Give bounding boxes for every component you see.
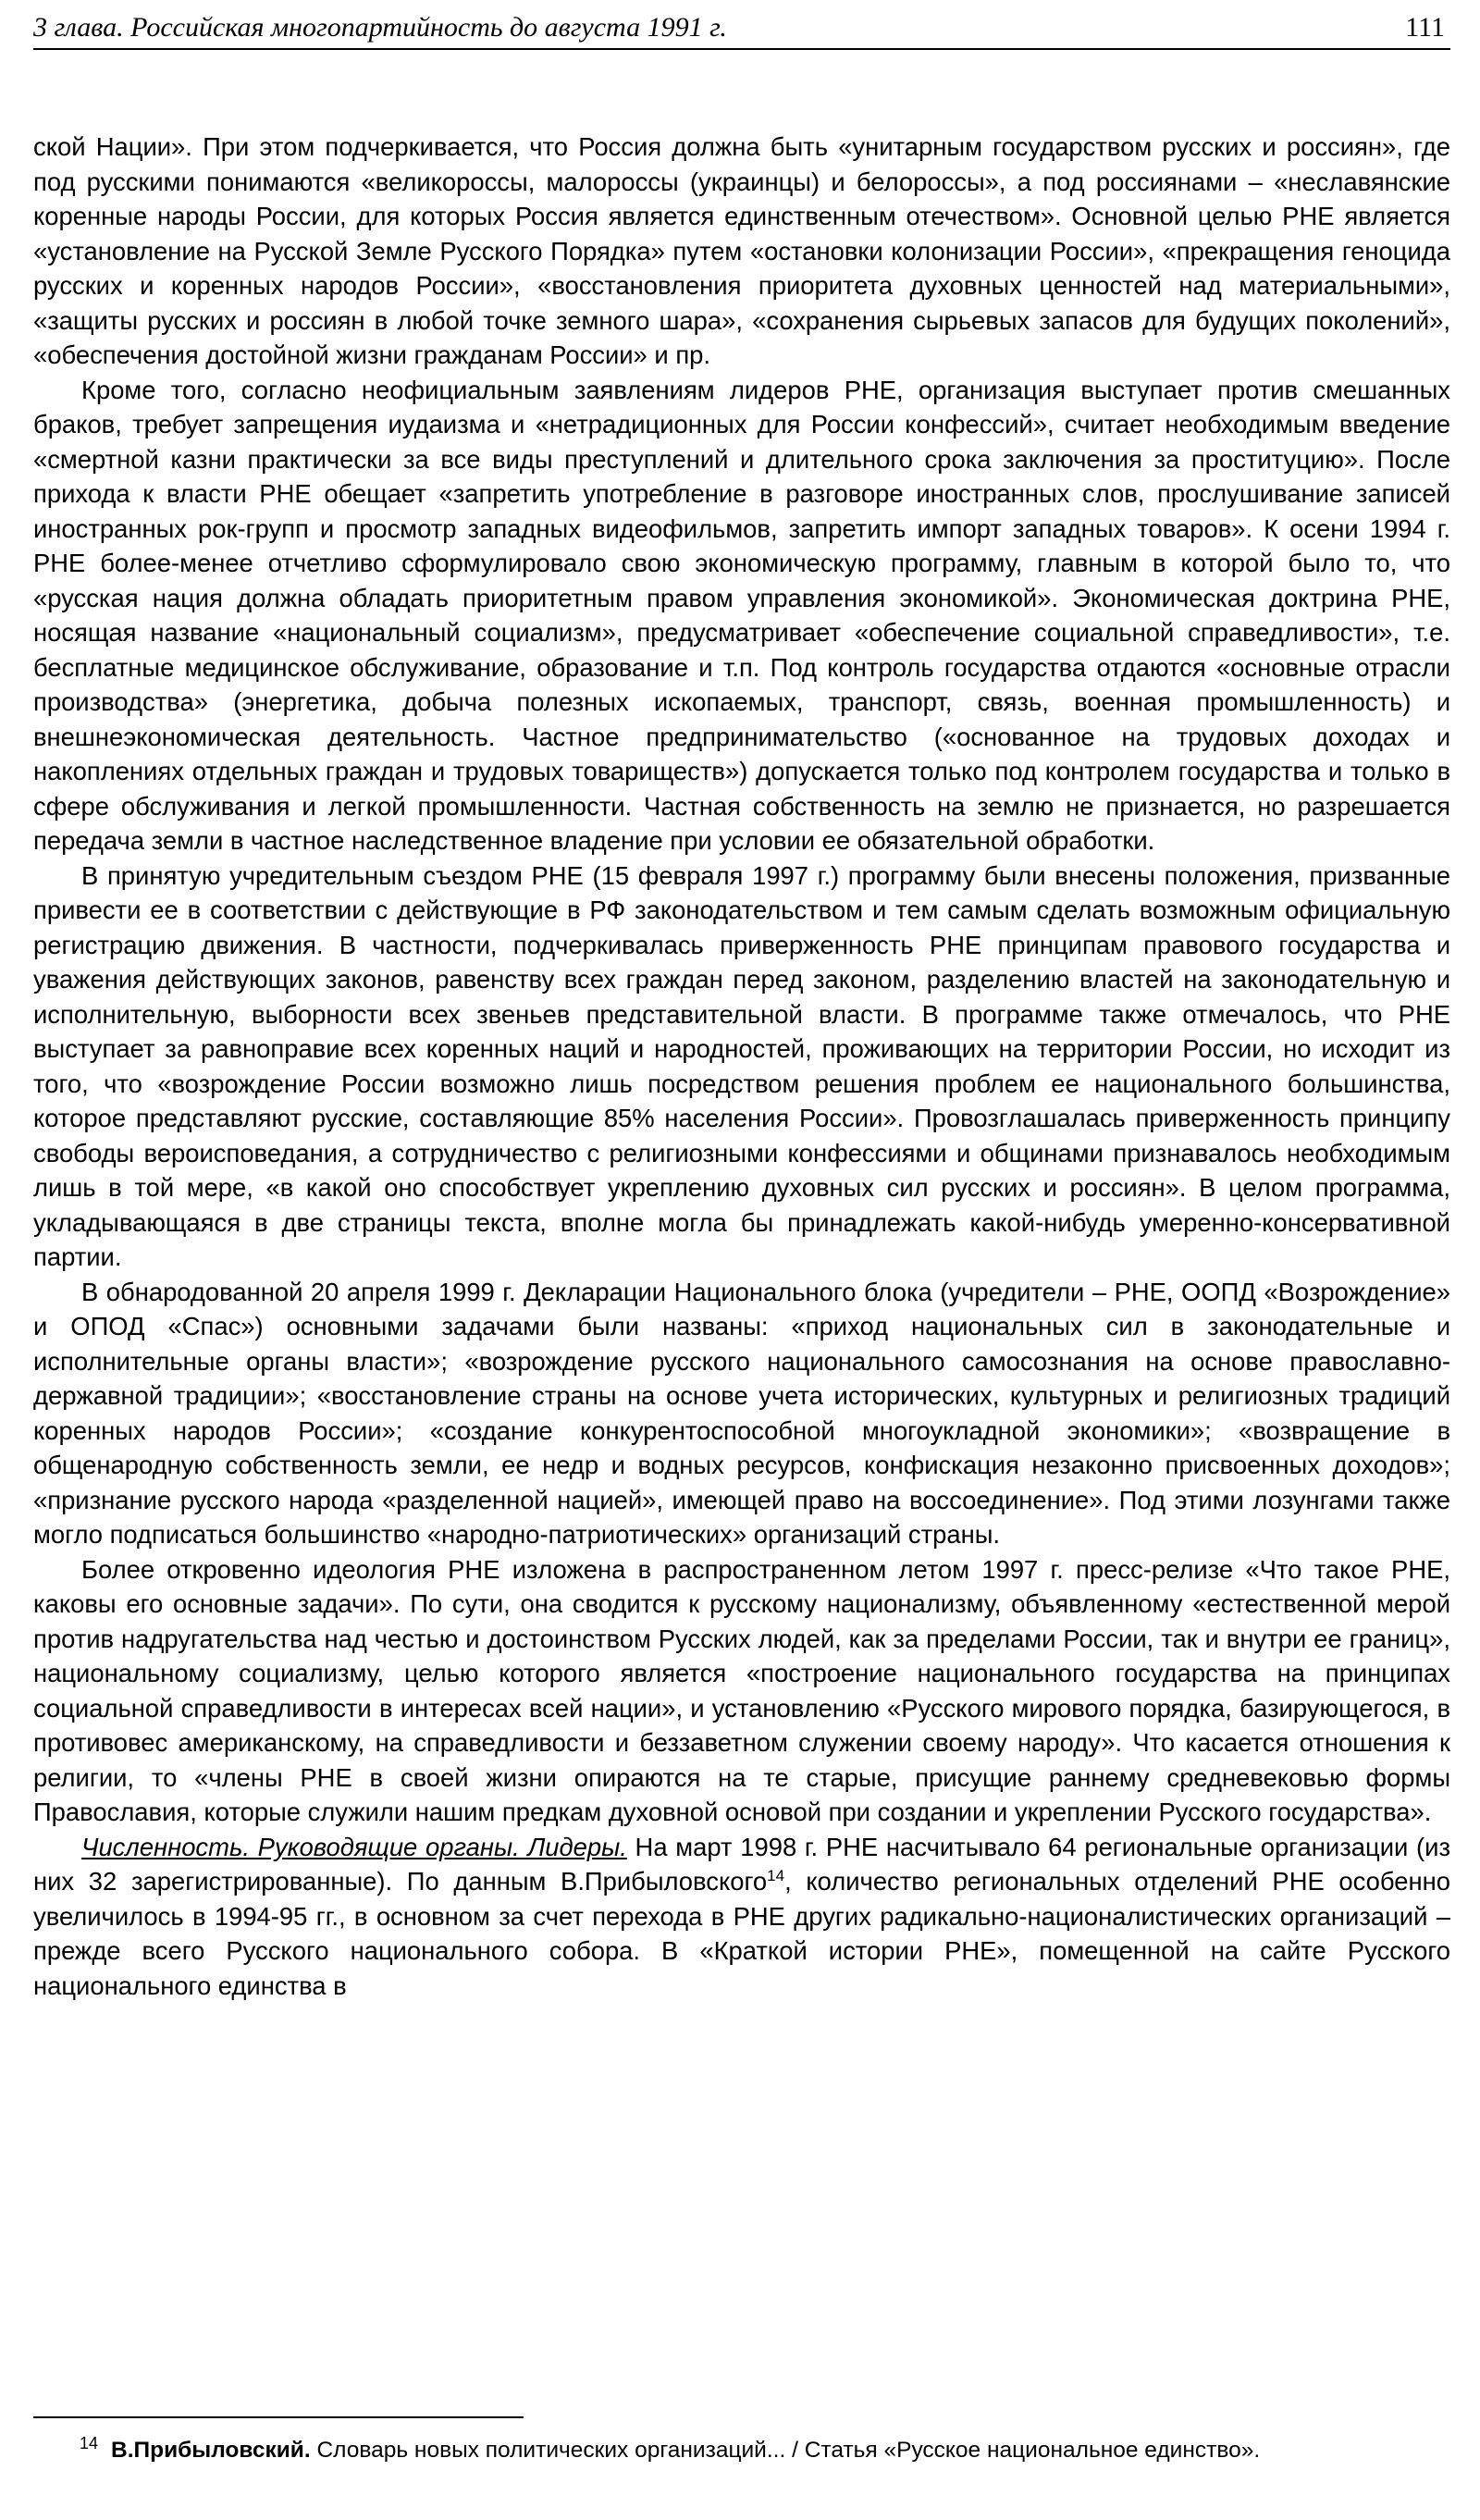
- running-title: 3 глава. Российская многопартийность до августа 1991 г.: [33, 12, 727, 43]
- footnote-mark: [33, 2435, 98, 2466]
- paragraph-3: В принятую учредительным съездом РНЕ (15 февраля 1997 г.) программу были внесены положения, призванные привести ее в соответствии с действующие в РФ законодательством и тем самым сделать возможным официальную регистрацию движения. В частности, подчеркивалась приверженность РНЕ принципам правового государства и уважения действующих законов, равенству всех граждан перед законом, разделению властей на законодательную и исполнительную, выборности всех звеньев представительной власти. В программе также отмечалось, что РНЕ выступает за равноправие всех коренных наций и народностей, проживающих на территории России, но исходит из того, что «возрождение России возможно лишь посредством решения проблем ее национального большинства, которое представляют русские, составляющие 85% населения России». Провозглашалась приверженность принципу свободы вероисповедания, а сотрудничество с религиозными конфессиями и общинами признавалось необходимым лишь в той мере, «в какой оно способствует укреплению духовных сил русских и россиян». В целом программа, укладывающаяся в две страницы текста, вполне могла бы принадлежать какой-нибудь умеренно-консервативной партии.: [33, 860, 1450, 1271]
- paragraph-6: [33, 1830, 1450, 2004]
- body-text: [33, 130, 1450, 2003]
- paragraph-6-text-a: На март 1998 г. РНЕ насчитывало 64 региональные организации (из них 32 зарегистрированные). По данным В.Прибыловского: [33, 1832, 1450, 1896]
- footnote-reference: 14: [767, 1866, 785, 1884]
- paragraph-2: Кроме того, согласно неофициальным заявлениям лидеров РНЕ, организация выступает против смешанных браков, требует запрещения иудаизма и «нетрадиционных для России конфессий», считает необходимым введение «смертной казни практически за все виды преступлений и длительного срока заключения за проституцию». После прихода к власти РНЕ обещает «запретить употребление в разговоре иностранных слов, прослушивание записей иностранных рок-групп и просмотр западных видеофильмов, запретить импорт западных товаров». К осени 1994 г. РНЕ более-менее отчетливо сформулировало свою экономическую программу, главным в которой было то, что «русская нация должна обладать приоритетным правом управления экономикой». Экономическая доктрина РНЕ, носящая название «национальный социализм», предусматривает «обеспечение социальной справедливости», т.е. бесплатные медицинское обслуживание, образование и т.п. Под контроль государства отдаются «основные отрасли производства» (энергетика, добыча полезных ископаемых, транспорт, связь, военная промышленность) и внешнеэкономическая деятельность. Частное предпринимательство («основанное на трудовых доходах и накоплениях отдельных граждан и трудовых товариществ») допускается только под контролем государства и только в сфере обслуживания и легкой промышленности. Частная собственность на землю не признается, но разрешается передача земли в частное наследственное владение при условии ее обязательной обработки.: [33, 375, 1450, 855]
- footnote: [33, 2435, 1450, 2466]
- paragraph-1: ской Нации». При этом подчеркивается, что Россия должна быть «унитарным государством русских и россиян», где под русскими понимаются «великороссы, малороссы (украинцы) и белороссы», а под россиянами – «неславянские коренные народы России, для которых Россия является единственным отечеством». Основной целью РНЕ является «установление на Русской Земле Русского Порядка» путем «остановки колонизации России», «прекращения геноцида русских и коренных народов России», «восстановления приоритета духовных ценностей над материальными», «защиты русских и россиян в любой точке земного шара», «сохранения сырьевых запасов для будущих поколений», «обеспечения достойной жизни гражданам России» и пр.: [33, 132, 1450, 369]
- section-run-in-heading: Численность. Руководящие органы. Лидеры.: [81, 1832, 627, 1861]
- paragraph-5: Более откровенно идеология РНЕ изложена в распространенном летом 1997 г. пресс-релизе «Что такое РНЕ, каковы его основные задачи». По сути, она сводится к русскому национализму, объявленному «естественной мерой против надругательства над честью и достоинством Русских людей, как за пределами России, так и внутри ее границ», национальному социализму, целью которого является «построение национального государства на принципах социальной справедливости в интересах всей нации», и установлению «Русского мирового порядка, базирующегося, в противовес американскому, на справедливости и беззаветном служении своему народу». Что касается отношения к религии, то «члены РНЕ в своей жизни опираются на те старые, присущие раннему средневековью формы Православия, которые служили нашим предкам духовной основой при создании и укреплении Русского государства».: [33, 1554, 1450, 1826]
- footnote-separator: [33, 2416, 524, 2418]
- footnote-author: В.Прибыловский.: [111, 2438, 311, 2463]
- footnote-text: Словарь новых политических организаций... / Статья «Русское национальное единство».: [310, 2438, 1261, 2463]
- paragraph-4: В обнародованной 20 апреля 1999 г. Декларации Национального блока (учредители – РНЕ, ООПД «Возрождение» и ОПОД «Спас») основными задачами были названы: «приход национальных сил в законодательные и исполнительные органы власти»; «возрождение русского национального самосознания на основе православно-державной традиции»; «восстановление страны на основе учета исторических, культурных и религиозных традиций коренных народов России»; «создание конкурентоспособной многоукладной экономики»; «возвращение в общенародную собственность земли, ее недр и водных ресурсов, конфискация незаконно присвоенных доходов»; «признание русского народа «разделенной нацией», имеющей право на воссоединение». Под этими лозунгами также могло подписаться большинство «народно-патриотических» организаций страны.: [33, 1277, 1450, 1549]
- running-header: [33, 7, 1450, 50]
- paragraph-6-text-b: , количество региональных отделений РНЕ особенно увеличилось в 1994-95 гг., в основном за счет перехода в РНЕ других радикально-националистических организаций – прежде всего Русского национального собора. В «Краткой истории РНЕ», помещенной на сайте Русского национального единства в: [33, 1867, 1450, 2000]
- page-number: 111: [1405, 12, 1445, 43]
- footnote-number: 14: [79, 2433, 98, 2452]
